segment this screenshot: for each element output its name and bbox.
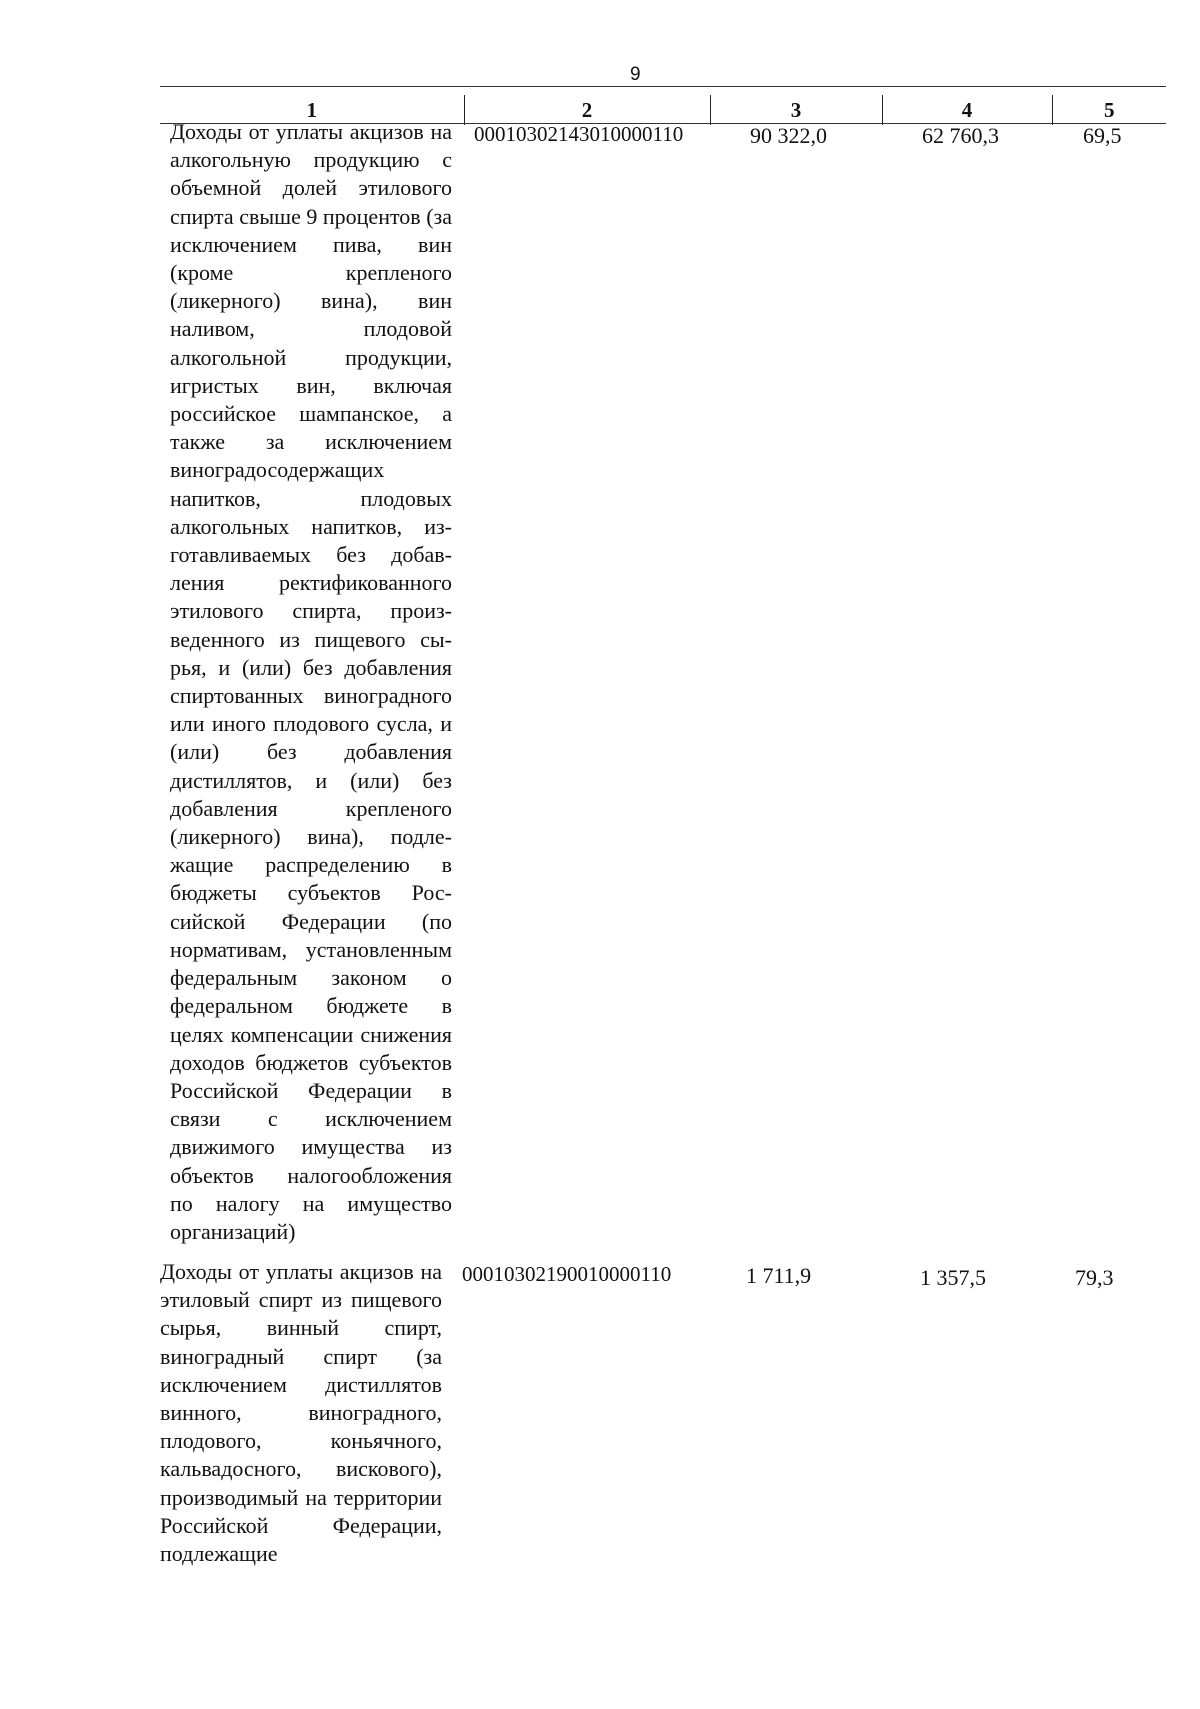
row-description: Доходы от уплаты акцизов на алкогольную продукцию с объемной долей этилового спирта свыше 9 процентов (за исключением пива, вин (кроме крепленого (ликерного) вина), вин наливом, плодовой алкогольной продукции, игристых вин, включая российское шампанское, а также за исключением виноградосодержащих напитков, плодовых алкогольных напитков, изготавливаемых без добавления ректификованного этилового спирта, произведенного из пищевого сырья, и (или) без добавления спиртованных виноградного или иного плодового сусла, и (или) без добавления дистиллятов, и (или) без добавления крепленого (ликерного) вина), подлежащие распределению в бюджеты субъектов Российской Федерации (по нормативам, установленным федеральным законом о федеральном бюджете в целях компенсации снижения доходов бюджетов субъектов Российской Федерации в связи с исключением движимого имущества из объектов налогообложения по налогу на имущество организаций) bbox=[170, 119, 452, 1244]
column-header-3: 3 bbox=[710, 95, 882, 125]
column-header-1: 1 bbox=[306, 98, 317, 122]
row-value-col4: 62 760,3 bbox=[922, 123, 999, 148]
column-header-2: 2 bbox=[464, 95, 710, 125]
column-header-5: 5 bbox=[1052, 95, 1166, 125]
table-top-border bbox=[160, 86, 1166, 87]
row-code: 00010302143010000110 bbox=[474, 122, 684, 146]
row-description: Доходы от уплаты акцизов на этиловый спирт из пищевого сырья, винный спирт, виноградный спирт (за исключением дистиллятов винного, виноградного, плодового, коньячного, кальвадосного, вискового), производимый на территории Российской Федерации, подлежащие bbox=[160, 1259, 442, 1567]
row-code: 00010302190010000110 bbox=[462, 1262, 672, 1286]
row-value-col4: 1 357,5 bbox=[920, 1265, 986, 1290]
row-value-col5: 69,5 bbox=[1083, 123, 1122, 148]
page-number: 9 bbox=[630, 64, 641, 85]
row-value-col3: 1 711,9 bbox=[746, 1263, 812, 1288]
row-value-col3: 90 322,0 bbox=[750, 123, 827, 148]
column-header-4: 4 bbox=[882, 95, 1052, 125]
row-value-col5: 79,3 bbox=[1075, 1265, 1114, 1290]
